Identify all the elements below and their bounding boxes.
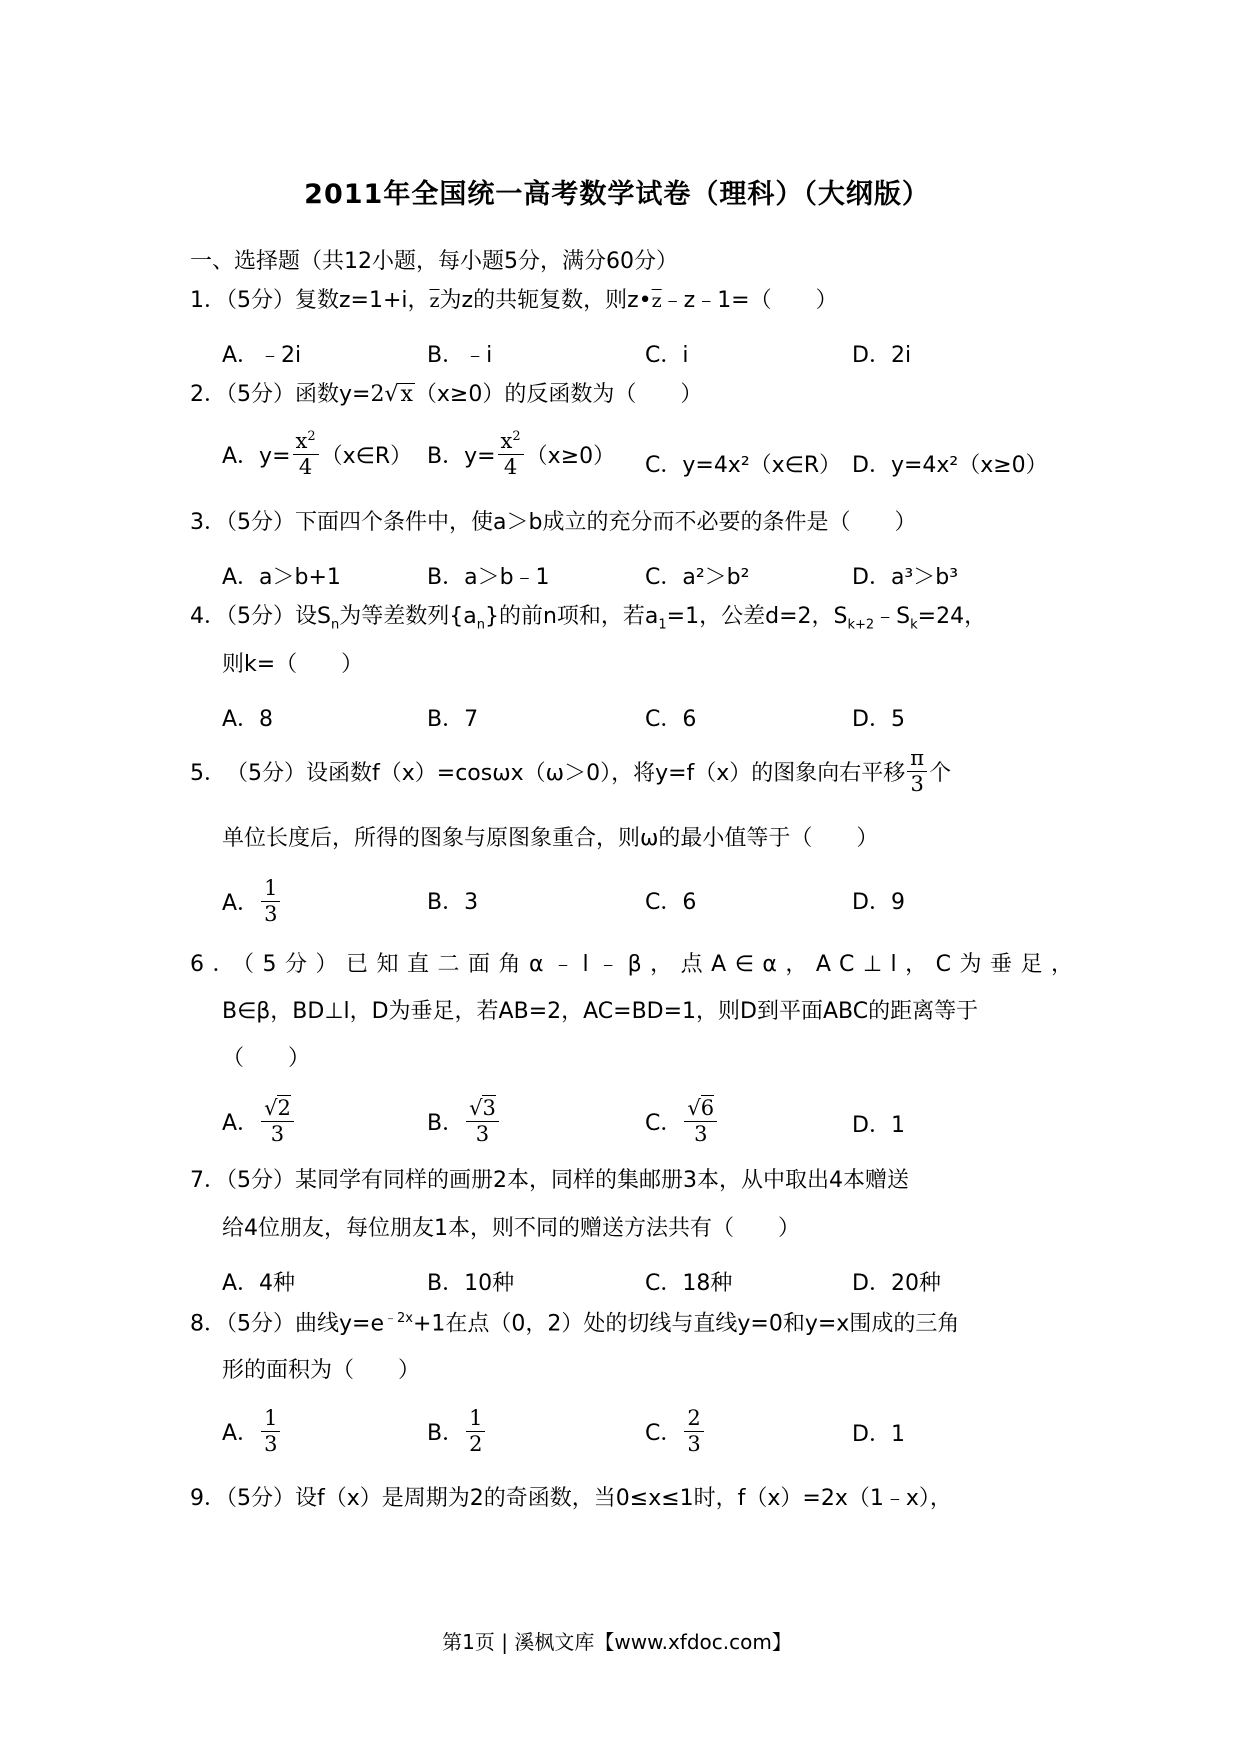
question-9: 9．（5分）设f（x）是周期为2的奇函数，当0≤x≤1时，f（x）=2x（1﹣x）， (190, 1486, 952, 1511)
page-title: 2011年全国统一高考数学试卷（理科）（大纲版） (304, 179, 930, 210)
option-c: C．18种 (645, 1271, 733, 1296)
option-a: A． $\frac{√2}{3}$ (222, 1098, 296, 1145)
option-c: C． $\frac{2}{3}$ (645, 1408, 706, 1455)
option-d: D．1 (852, 1113, 905, 1138)
option-d: D．y=4x²（x≥0） (852, 453, 1048, 478)
question-5: 5． （5分）设函数f（x）=cosωx（ω＞0），将y=f（x）的图象向右平移 $\frac{\pi}{3}$ 个 (190, 746, 952, 796)
question-5-continued: 单位长度后，所得的图象与原图象重合，则ω的最小值等于（ ） (222, 826, 879, 851)
option-b: B．3 (427, 890, 479, 915)
page-footer: 第1页 | 溪枫文库【www.xfdoc.com】 (442, 1630, 792, 1654)
question-7-continued: 给4位朋友，每位朋友1本，则不同的赠送方法共有（ ） (222, 1216, 800, 1241)
option-c: C． $\frac{√6}{3}$ (645, 1098, 719, 1145)
question-6: 6．（5分）已知直二面角α﹣l﹣β，点A∈α，AC⊥l，C为垂足， (190, 952, 1082, 977)
question-4: 4．（5分）设$S_n$为等差数列$\{a_n\}$的前n项和，若$a_1=1$，公差d=2，$S_{k+2}﹣S_k=24$， (190, 604, 987, 633)
option-b: B． $\frac{1}{2}$ (427, 1408, 487, 1455)
conjugate-z: $\overline{z}$ (651, 290, 662, 312)
option-c: C．6 (645, 707, 697, 732)
sqrt-expression: 2 √ x (370, 382, 413, 407)
question-6-continued: B∈β，BD⊥l，D为垂足，若AB=2，AC=BD=1，则D到平面ABC的距离等于 (222, 999, 979, 1024)
option-b: B．10种 (427, 1271, 515, 1296)
question-6-continued-2: （ ） (222, 1046, 311, 1071)
option-b: B．a＞b﹣1 (427, 565, 550, 590)
option-a: A．a＞b+1 (222, 565, 341, 590)
option-d: D．2i (852, 343, 912, 368)
question-8: 8．（5分）曲线$y=e^{﹣2x}+1$在点（0，2）处的切线与直线y=0和y=x围成的三角 (190, 1311, 960, 1337)
section-heading: 一、选择题（共12小题，每小题5分，满分60分） (190, 249, 678, 274)
option-a: A． $\frac{1}{3}$ (222, 1408, 282, 1455)
conjugate-z: $\overline{z}$ (429, 290, 440, 312)
question-2: 2．（5分）函数y= 2 √ x （x≥0）的反函数为（ ） (190, 382, 703, 407)
option-d: D．9 (852, 890, 905, 915)
option-a: A．﹣2i (222, 343, 302, 368)
option-c: C．a²＞b² (645, 565, 750, 590)
question-3: 3．（5分）下面四个条件中，使a＞b成立的充分而不必要的条件是（ ） (190, 510, 917, 535)
question-1: 1．（5分）复数z=1+i，$\overline{z}$为z的共轭复数，则$z•\overline{z}﹣z﹣1=$（ ） (190, 288, 838, 313)
question-8-continued: 形的面积为（ ） (222, 1358, 421, 1383)
option-d: D．1 (852, 1422, 905, 1447)
option-c: C．6 (645, 890, 697, 915)
option-b: B．y= $\frac{x^2}{4}$ （x≥0） (427, 429, 616, 479)
option-d: D．5 (852, 707, 905, 732)
question-4-continued: 则k=（ ） (222, 652, 364, 677)
option-b: B．﹣i (427, 343, 493, 368)
option-d: D．20种 (852, 1271, 941, 1296)
option-a: A． $\frac{1}{3}$ (222, 878, 282, 925)
option-c: C．i (645, 343, 689, 368)
option-a: A．4种 (222, 1271, 296, 1296)
option-d: D．a³＞b³ (852, 565, 959, 590)
question-7: 7．（5分）某同学有同样的画册2本，同样的集邮册3本，从中取出4本赠送 (190, 1168, 909, 1193)
option-b: B． $\frac{√3}{3}$ (427, 1098, 501, 1145)
option-a: A．y= $\frac{x^2}{4}$ （x∈R） (222, 429, 413, 479)
option-a: A．8 (222, 707, 274, 732)
option-b: B．7 (427, 707, 479, 732)
option-c: C．y=4x²（x∈R） (645, 453, 842, 478)
